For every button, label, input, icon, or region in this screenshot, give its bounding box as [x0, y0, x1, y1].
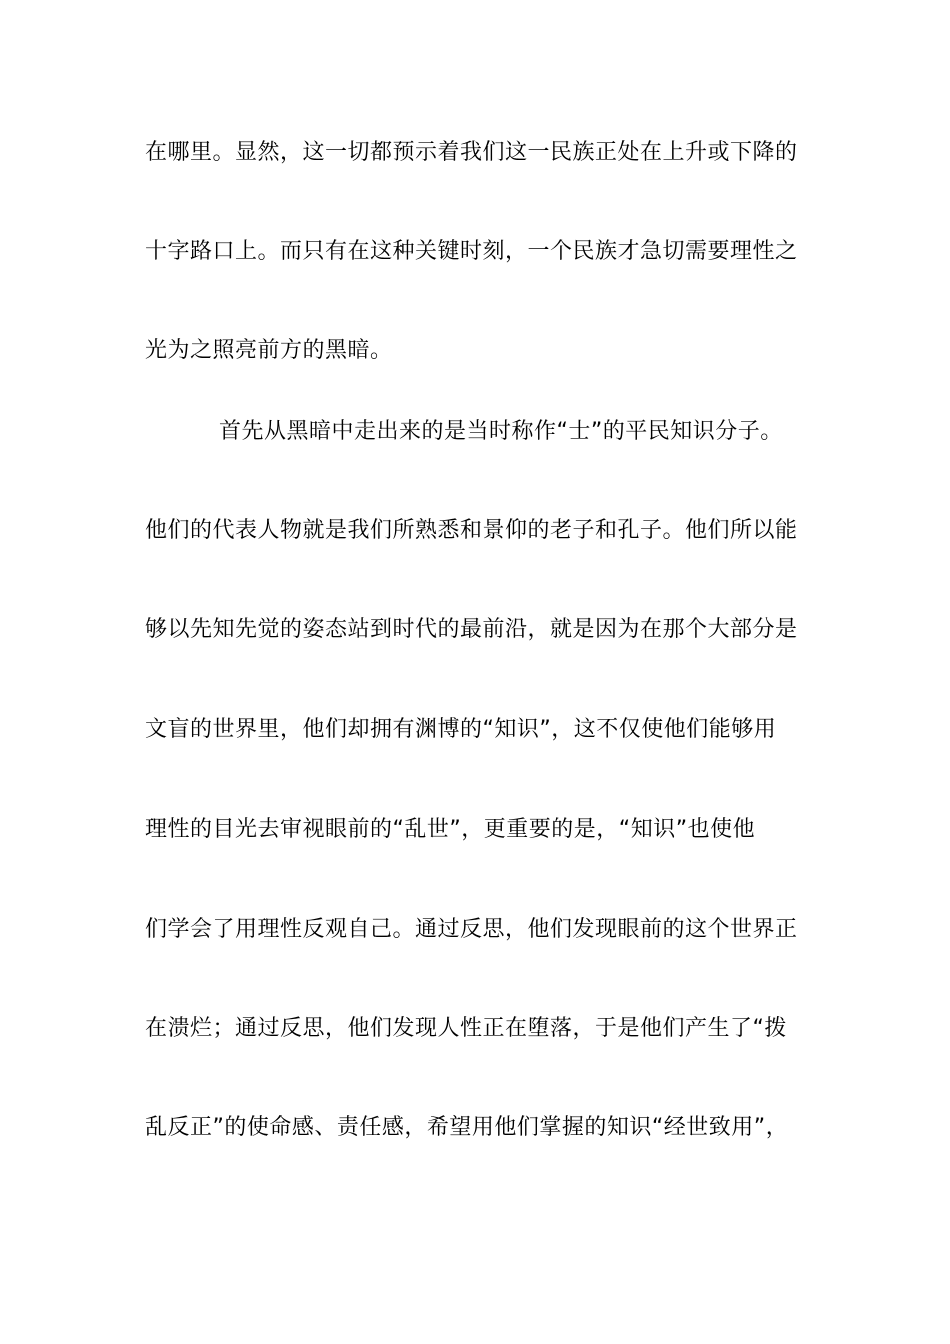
text-line: 文盲的世界里，他们却拥有渊博的“知识”，这不仅使他们能够用: [145, 717, 777, 742]
paragraph-first-line: 首先从黑暗中走出来的是当时称作“士”的平民知识分子。: [219, 419, 783, 444]
text-line: 乱反正”的使命感、责任感，希望用他们掌握的知识“经世致用”，: [145, 1115, 789, 1140]
text-line: 理性的目光去审视眼前的“乱世”，更重要的是，“知识”也使他: [145, 817, 756, 842]
text-line: 们学会了用理性反观自己。通过反思，他们发现眼前的这个世界正: [145, 917, 798, 942]
text-line: 十字路口上。而只有在这种关键时刻，一个民族才急切需要理性之: [145, 239, 798, 264]
text-line: 够以先知先觉的姿态站到时代的最前沿，就是因为在那个大部分是: [145, 617, 798, 642]
text-line: 他们的代表人物就是我们所熟悉和景仰的老子和孔子。他们所以能: [145, 518, 798, 543]
text-line: 光为之照亮前方的黑暗。: [145, 338, 393, 363]
text-line: 在哪里。显然，这一切都预示着我们这一民族正处在上升或下降的: [145, 140, 798, 165]
text-line: 在溃烂；通过反思，他们发现人性正在堕落，于是他们产生了“拨: [145, 1016, 787, 1041]
